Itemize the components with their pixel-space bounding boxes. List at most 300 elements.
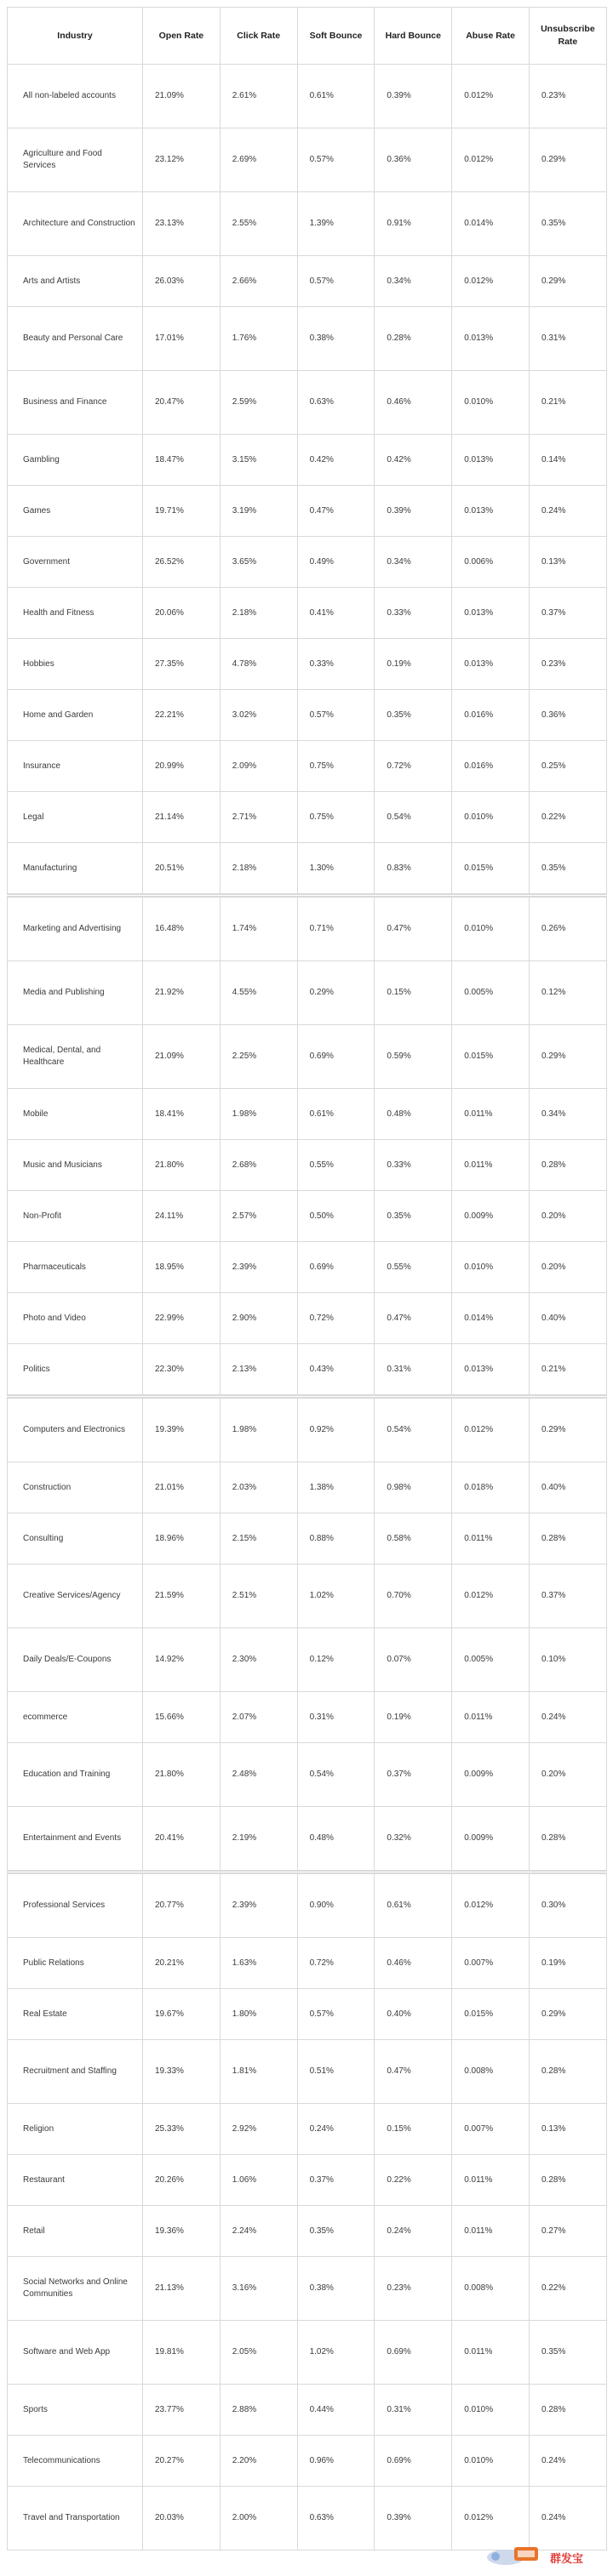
open-rate-cell: 14.92% [143,1628,221,1692]
click-rate-cell: 1.81% [220,2040,297,2104]
hard-bounce-cell: 0.22% [375,2155,452,2206]
click-rate-cell: 2.30% [220,1628,297,1692]
hard-bounce-cell: 0.15% [375,961,452,1025]
open-rate-cell: 20.99% [143,741,221,792]
unsubscribe-rate-cell: 0.40% [529,1293,606,1344]
click-rate-cell: 2.24% [220,2206,297,2257]
open-rate-cell: 17.01% [143,307,221,371]
soft-bounce-cell: 0.35% [297,2206,375,2257]
hard-bounce-cell: 0.98% [375,1462,452,1513]
hard-bounce-cell: 0.19% [375,639,452,690]
industry-cell: Non-Profit [8,1191,143,1242]
soft-bounce-cell: 0.75% [297,792,375,843]
abuse-rate-cell: 0.009% [452,1807,530,1872]
industry-cell: Marketing and Advertising [8,896,143,961]
soft-bounce-cell: 0.57% [297,1989,375,2040]
hard-bounce-cell: 0.31% [375,1344,452,1397]
table-row [8,1692,607,1743]
open-rate-cell: 20.27% [143,2436,221,2487]
unsubscribe-rate-cell: 0.27% [529,2206,606,2257]
table-row [8,1743,607,1807]
unsubscribe-rate-cell: 0.20% [529,1743,606,1807]
click-rate-cell: 1.63% [220,1938,297,1989]
soft-bounce-cell: 1.39% [297,192,375,256]
open-rate-cell: 22.30% [143,1344,221,1397]
click-rate-cell: 2.03% [220,1462,297,1513]
open-rate-cell: 21.13% [143,2257,221,2321]
abuse-rate-cell: 0.005% [452,1628,530,1692]
unsubscribe-rate-cell: 0.34% [529,1089,606,1140]
unsubscribe-rate-cell: 0.13% [529,537,606,588]
soft-bounce-cell: 0.71% [297,896,375,961]
unsubscribe-rate-cell: 0.10% [529,1628,606,1692]
abuse-rate-cell: 0.012% [452,1564,530,1628]
abuse-rate-cell: 0.013% [452,1344,530,1397]
click-rate-cell: 2.05% [220,2321,297,2385]
hard-bounce-cell: 0.58% [375,1513,452,1564]
hard-bounce-cell: 0.47% [375,2040,452,2104]
table-row [8,961,607,1025]
click-rate-cell: 2.48% [220,1743,297,1807]
unsubscribe-rate-cell: 0.28% [529,2155,606,2206]
open-rate-cell: 23.12% [143,128,221,192]
industry-cell: Beauty and Personal Care [8,307,143,371]
abuse-rate-cell: 0.010% [452,1242,530,1293]
industry-cell: Legal [8,792,143,843]
header-open-rate: Open Rate [143,8,221,65]
abuse-rate-cell: 0.010% [452,792,530,843]
abuse-rate-cell: 0.013% [452,486,530,537]
open-rate-cell: 20.77% [143,1872,221,1938]
soft-bounce-cell: 0.29% [297,961,375,1025]
industry-cell: Home and Garden [8,690,143,741]
open-rate-cell: 20.47% [143,371,221,435]
table-row [8,1872,607,1938]
unsubscribe-rate-cell: 0.28% [529,1140,606,1191]
table-row [8,1807,607,1872]
click-rate-cell: 1.98% [220,1089,297,1140]
industry-cell: Photo and Video [8,1293,143,1344]
abuse-rate-cell: 0.005% [452,961,530,1025]
table-row [8,2206,607,2257]
soft-bounce-cell: 0.37% [297,2155,375,2206]
abuse-rate-cell: 0.016% [452,741,530,792]
industry-cell: Public Relations [8,1938,143,1989]
unsubscribe-rate-cell: 0.13% [529,2104,606,2155]
unsubscribe-rate-cell: 0.21% [529,371,606,435]
click-rate-cell: 2.39% [220,1242,297,1293]
click-rate-cell: 2.09% [220,741,297,792]
open-rate-cell: 20.06% [143,588,221,639]
open-rate-cell: 21.09% [143,65,221,128]
click-rate-cell: 3.19% [220,486,297,537]
unsubscribe-rate-cell: 0.12% [529,961,606,1025]
abuse-rate-cell: 0.015% [452,1025,530,1089]
hard-bounce-cell: 0.46% [375,1938,452,1989]
soft-bounce-cell: 0.38% [297,307,375,371]
open-rate-cell: 26.52% [143,537,221,588]
industry-cell: Education and Training [8,1743,143,1807]
industry-cell: Creative Services/Agency [8,1564,143,1628]
industry-cell: Games [8,486,143,537]
abuse-rate-cell: 0.012% [452,1397,530,1462]
soft-bounce-cell: 0.72% [297,1938,375,1989]
unsubscribe-rate-cell: 0.21% [529,1344,606,1397]
hard-bounce-cell: 0.47% [375,1293,452,1344]
industry-cell: Politics [8,1344,143,1397]
industry-cell: Restaurant [8,2155,143,2206]
open-rate-cell: 21.59% [143,1564,221,1628]
soft-bounce-cell: 0.61% [297,1089,375,1140]
click-rate-cell: 2.71% [220,792,297,843]
open-rate-cell: 22.99% [143,1293,221,1344]
table-row [8,639,607,690]
soft-bounce-cell: 0.54% [297,1743,375,1807]
industry-cell: Travel and Transportation [8,2487,143,2550]
table-row [8,1989,607,2040]
soft-bounce-cell: 0.43% [297,1344,375,1397]
unsubscribe-rate-cell: 0.14% [529,435,606,486]
click-rate-cell: 2.57% [220,1191,297,1242]
industry-cell: Daily Deals/E-Coupons [8,1628,143,1692]
open-rate-cell: 16.48% [143,896,221,961]
unsubscribe-rate-cell: 0.19% [529,1938,606,1989]
open-rate-cell: 23.77% [143,2385,221,2436]
abuse-rate-cell: 0.011% [452,1513,530,1564]
abuse-rate-cell: 0.010% [452,371,530,435]
abuse-rate-cell: 0.013% [452,307,530,371]
abuse-rate-cell: 0.011% [452,1692,530,1743]
soft-bounce-cell: 0.92% [297,1397,375,1462]
open-rate-cell: 18.41% [143,1089,221,1140]
soft-bounce-cell: 0.47% [297,486,375,537]
click-rate-cell: 2.07% [220,1692,297,1743]
soft-bounce-cell: 0.63% [297,371,375,435]
table-row [8,2040,607,2104]
unsubscribe-rate-cell: 0.37% [529,588,606,639]
abuse-rate-cell: 0.012% [452,1872,530,1938]
header-click-rate: Click Rate [220,8,297,65]
abuse-rate-cell: 0.011% [452,2206,530,2257]
abuse-rate-cell: 0.015% [452,1989,530,2040]
unsubscribe-rate-cell: 0.26% [529,896,606,961]
soft-bounce-cell: 0.69% [297,1025,375,1089]
unsubscribe-rate-cell: 0.24% [529,1692,606,1743]
industry-cell: Construction [8,1462,143,1513]
hard-bounce-cell: 0.35% [375,690,452,741]
soft-bounce-cell: 1.02% [297,1564,375,1628]
industry-cell: Entertainment and Events [8,1807,143,1872]
soft-bounce-cell: 0.51% [297,2040,375,2104]
table-row [8,2104,607,2155]
click-rate-cell: 2.92% [220,2104,297,2155]
click-rate-cell: 2.18% [220,843,297,896]
table-row [8,2321,607,2385]
click-rate-cell: 3.16% [220,2257,297,2321]
soft-bounce-cell: 1.02% [297,2321,375,2385]
abuse-rate-cell: 0.011% [452,2155,530,2206]
unsubscribe-rate-cell: 0.35% [529,2321,606,2385]
soft-bounce-cell: 0.31% [297,1692,375,1743]
abuse-rate-cell: 0.011% [452,2321,530,2385]
industry-benchmark-table [7,7,607,2550]
click-rate-cell: 2.88% [220,2385,297,2436]
click-rate-cell: 2.25% [220,1025,297,1089]
abuse-rate-cell: 0.010% [452,896,530,961]
industry-cell: Health and Fitness [8,588,143,639]
hard-bounce-cell: 0.39% [375,2487,452,2550]
header-industry: Industry [8,8,143,65]
hard-bounce-cell: 0.19% [375,1692,452,1743]
watermark-logo-icon [482,2542,543,2567]
click-rate-cell: 1.76% [220,307,297,371]
abuse-rate-cell: 0.012% [452,2487,530,2550]
hard-bounce-cell: 0.54% [375,1397,452,1462]
hard-bounce-cell: 0.91% [375,192,452,256]
open-rate-cell: 21.09% [143,1025,221,1089]
soft-bounce-cell: 0.96% [297,2436,375,2487]
click-rate-cell: 2.59% [220,371,297,435]
soft-bounce-cell: 0.75% [297,741,375,792]
click-rate-cell: 1.74% [220,896,297,961]
abuse-rate-cell: 0.010% [452,2385,530,2436]
open-rate-cell: 18.96% [143,1513,221,1564]
industry-cell: Gambling [8,435,143,486]
abuse-rate-cell: 0.008% [452,2040,530,2104]
industry-cell: Religion [8,2104,143,2155]
hard-bounce-cell: 0.34% [375,256,452,307]
table-row [8,256,607,307]
abuse-rate-cell: 0.007% [452,2104,530,2155]
table-row [8,435,607,486]
industry-cell: Insurance [8,741,143,792]
soft-bounce-cell: 0.50% [297,1191,375,1242]
open-rate-cell: 23.13% [143,192,221,256]
table-row [8,792,607,843]
open-rate-cell: 20.41% [143,1807,221,1872]
hard-bounce-cell: 0.24% [375,2206,452,2257]
abuse-rate-cell: 0.006% [452,537,530,588]
unsubscribe-rate-cell: 0.29% [529,256,606,307]
open-rate-cell: 18.47% [143,435,221,486]
click-rate-cell: 3.65% [220,537,297,588]
open-rate-cell: 19.36% [143,2206,221,2257]
table-row [8,896,607,961]
soft-bounce-cell: 0.41% [297,588,375,639]
industry-cell: All non-labeled accounts [8,65,143,128]
click-rate-cell: 2.51% [220,1564,297,1628]
hard-bounce-cell: 0.28% [375,307,452,371]
soft-bounce-cell: 0.57% [297,128,375,192]
table-header-row [8,8,607,65]
abuse-rate-cell: 0.008% [452,2257,530,2321]
table-row [8,307,607,371]
click-rate-cell: 1.80% [220,1989,297,2040]
hard-bounce-cell: 0.33% [375,1140,452,1191]
soft-bounce-cell: 0.33% [297,639,375,690]
hard-bounce-cell: 0.15% [375,2104,452,2155]
abuse-rate-cell: 0.014% [452,1293,530,1344]
open-rate-cell: 20.03% [143,2487,221,2550]
click-rate-cell: 2.39% [220,1872,297,1938]
unsubscribe-rate-cell: 0.20% [529,1242,606,1293]
table-row [8,1025,607,1089]
table-row [8,843,607,896]
abuse-rate-cell: 0.015% [452,843,530,896]
open-rate-cell: 19.81% [143,2321,221,2385]
unsubscribe-rate-cell: 0.29% [529,1397,606,1462]
industry-cell: Retail [8,2206,143,2257]
soft-bounce-cell: 0.48% [297,1807,375,1872]
soft-bounce-cell: 0.63% [297,2487,375,2550]
table-row [8,1089,607,1140]
industry-cell: Government [8,537,143,588]
abuse-rate-cell: 0.009% [452,1743,530,1807]
abuse-rate-cell: 0.018% [452,1462,530,1513]
open-rate-cell: 26.03% [143,256,221,307]
table-row [8,1191,607,1242]
click-rate-cell: 2.69% [220,128,297,192]
table-row [8,1938,607,1989]
watermark-text: 群发宝 [550,2552,584,2565]
industry-cell: Real Estate [8,1989,143,2040]
abuse-rate-cell: 0.011% [452,1089,530,1140]
table-row [8,2257,607,2321]
hard-bounce-cell: 0.59% [375,1025,452,1089]
hard-bounce-cell: 0.39% [375,486,452,537]
soft-bounce-cell: 0.42% [297,435,375,486]
soft-bounce-cell: 1.38% [297,1462,375,1513]
table-row [8,65,607,128]
click-rate-cell: 2.61% [220,65,297,128]
table-row [8,128,607,192]
abuse-rate-cell: 0.012% [452,65,530,128]
unsubscribe-rate-cell: 0.29% [529,1025,606,1089]
industry-cell: Social Networks and Online Communities [8,2257,143,2321]
unsubscribe-rate-cell: 0.24% [529,2487,606,2550]
table-row [8,537,607,588]
unsubscribe-rate-cell: 0.35% [529,843,606,896]
open-rate-cell: 20.26% [143,2155,221,2206]
click-rate-cell: 2.19% [220,1807,297,1872]
hard-bounce-cell: 0.69% [375,2321,452,2385]
soft-bounce-cell: 0.88% [297,1513,375,1564]
hard-bounce-cell: 0.07% [375,1628,452,1692]
soft-bounce-cell: 0.72% [297,1293,375,1344]
table-row [8,2436,607,2487]
header-hard-bounce: Hard Bounce [375,8,452,65]
soft-bounce-cell: 1.30% [297,843,375,896]
table-body [8,65,607,2550]
unsubscribe-rate-cell: 0.22% [529,792,606,843]
hard-bounce-cell: 0.32% [375,1807,452,1872]
unsubscribe-rate-cell: 0.29% [529,1989,606,2040]
hard-bounce-cell: 0.61% [375,1872,452,1938]
abuse-rate-cell: 0.011% [452,1140,530,1191]
table-row [8,1513,607,1564]
table-row [8,1462,607,1513]
hard-bounce-cell: 0.48% [375,1089,452,1140]
unsubscribe-rate-cell: 0.23% [529,65,606,128]
table-row [8,1344,607,1397]
open-rate-cell: 21.80% [143,1140,221,1191]
open-rate-cell: 24.11% [143,1191,221,1242]
abuse-rate-cell: 0.013% [452,639,530,690]
open-rate-cell: 15.66% [143,1692,221,1743]
hard-bounce-cell: 0.36% [375,128,452,192]
unsubscribe-rate-cell: 0.31% [529,307,606,371]
click-rate-cell: 2.66% [220,256,297,307]
table-row [8,1397,607,1462]
industry-cell: Hobbies [8,639,143,690]
hard-bounce-cell: 0.55% [375,1242,452,1293]
unsubscribe-rate-cell: 0.37% [529,1564,606,1628]
table-row [8,741,607,792]
industry-cell: Music and Musicians [8,1140,143,1191]
click-rate-cell: 4.78% [220,639,297,690]
hard-bounce-cell: 0.42% [375,435,452,486]
hard-bounce-cell: 0.39% [375,65,452,128]
header-soft-bounce: Soft Bounce [297,8,375,65]
unsubscribe-rate-cell: 0.28% [529,1513,606,1564]
unsubscribe-rate-cell: 0.23% [529,639,606,690]
soft-bounce-cell: 0.55% [297,1140,375,1191]
table-row [8,2487,607,2550]
hard-bounce-cell: 0.34% [375,537,452,588]
table-row [8,192,607,256]
header-abuse-rate: Abuse Rate [452,8,530,65]
header-unsubscribe-rate: Unsubscribe Rate [529,8,606,65]
unsubscribe-rate-cell: 0.28% [529,2385,606,2436]
hard-bounce-cell: 0.70% [375,1564,452,1628]
industry-cell: Manufacturing [8,843,143,896]
open-rate-cell: 21.01% [143,1462,221,1513]
click-rate-cell: 2.90% [220,1293,297,1344]
click-rate-cell: 2.20% [220,2436,297,2487]
click-rate-cell: 3.02% [220,690,297,741]
hard-bounce-cell: 0.23% [375,2257,452,2321]
industry-cell: Sports [8,2385,143,2436]
unsubscribe-rate-cell: 0.30% [529,1872,606,1938]
unsubscribe-rate-cell: 0.40% [529,1462,606,1513]
soft-bounce-cell: 0.90% [297,1872,375,1938]
table-row [8,1293,607,1344]
hard-bounce-cell: 0.35% [375,1191,452,1242]
abuse-rate-cell: 0.016% [452,690,530,741]
open-rate-cell: 19.39% [143,1397,221,1462]
industry-cell: Architecture and Construction [8,192,143,256]
industry-cell: Arts and Artists [8,256,143,307]
open-rate-cell: 20.21% [143,1938,221,1989]
table-row [8,1628,607,1692]
industry-cell: Media and Publishing [8,961,143,1025]
hard-bounce-cell: 0.40% [375,1989,452,2040]
soft-bounce-cell: 0.12% [297,1628,375,1692]
industry-cell: Medical, Dental, and Healthcare [8,1025,143,1089]
click-rate-cell: 2.55% [220,192,297,256]
hard-bounce-cell: 0.37% [375,1743,452,1807]
hard-bounce-cell: 0.83% [375,843,452,896]
unsubscribe-rate-cell: 0.20% [529,1191,606,1242]
click-rate-cell: 2.13% [220,1344,297,1397]
table-row [8,2385,607,2436]
click-rate-cell: 1.98% [220,1397,297,1462]
table-row [8,1564,607,1628]
abuse-rate-cell: 0.012% [452,128,530,192]
hard-bounce-cell: 0.54% [375,792,452,843]
industry-cell: Pharmaceuticals [8,1242,143,1293]
unsubscribe-rate-cell: 0.25% [529,741,606,792]
